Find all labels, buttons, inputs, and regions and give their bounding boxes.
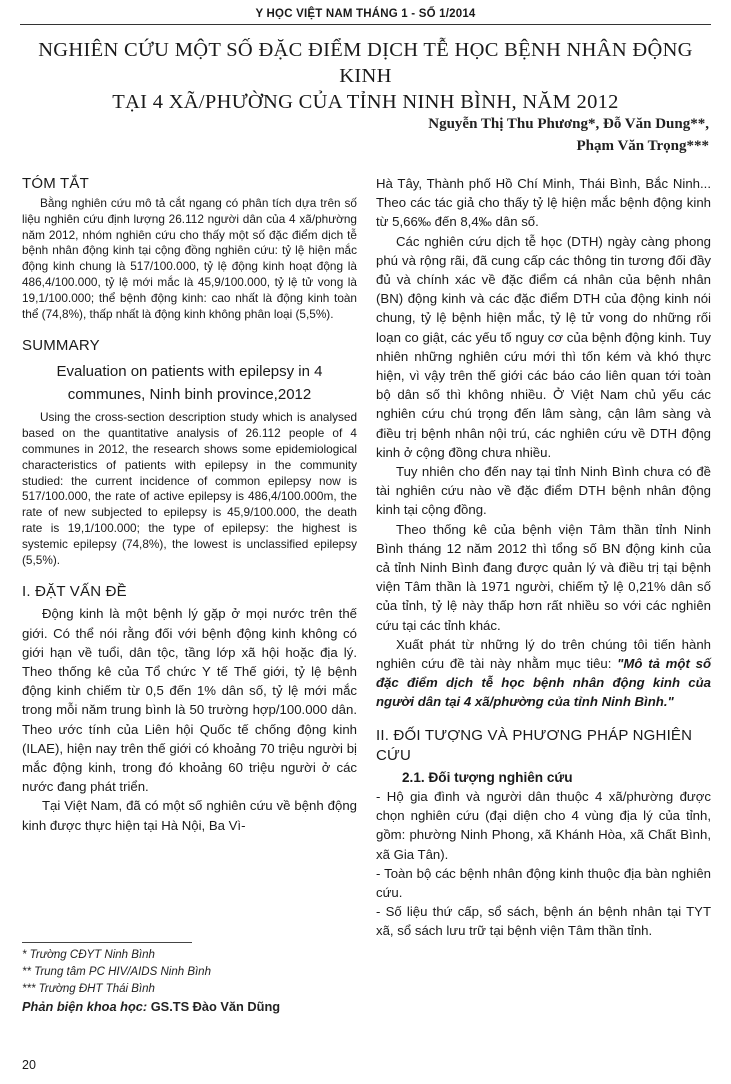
section-1-paragraph-3: Các nghiên cứu dịch tễ học (DTH) ngày càng phong phú và rộng rãi, đã cung cấp các thông tin tương đối đầy đủ và chính xác về đặc điểm cá nhân của bệnh nhân (BN) động kinh và các đặc điểm DTH của động kinh nói chung, tỷ lệ bệnh hiện mắc, tỷ lệ tử vong do những rối loạn co giật, các yếu tố nguy cơ của bệnh động kinh. Tuy nhiên những nghiên cứu mới thì tốn kém và khó thực hiện, vì vậy trên thế giới các báo cáo liên quan tới toàn bộ dân số thì không nhiều. Ở Việt Nam chủ yếu các nghiên cứu chú trọng đến lâm sàng, cận lâm sàng và điều trị bệnh nhân nội trú, các nghiên cứu về DTH động kinh ở cộng đồng chưa nhiều. — [376, 233, 711, 460]
title-line-2: TẠI 4 XÃ/PHƯỜNG CỦA TỈNH NINH BÌNH, NĂM 2012 — [112, 91, 619, 113]
summary-title-line-2: communes, Ninh binh province,2012 — [67, 386, 312, 404]
authors-line-2: Phạm Văn Trọng*** — [576, 138, 709, 154]
footnote-1: * Trường CĐYT Ninh Bình — [22, 949, 155, 961]
section-1-paragraph-6 — [376, 635, 711, 712]
right-column — [376, 174, 711, 941]
reviewer — [22, 998, 357, 1015]
section-2-heading: II. ĐỐI TƯỢNG VÀ PHƯƠNG PHÁP NGHIÊN CỨU — [376, 726, 693, 764]
subject-item-2: - Toàn bộ các bệnh nhân động kinh thuộc địa bàn nghiên cứu. — [376, 865, 711, 900]
page-number: 20 — [22, 1058, 36, 1072]
title-line-1: NGHIÊN CỨU MỘT SỐ ĐẶC ĐIỂM DỊCH TỄ HỌC BỆNH NHÂN ĐỘNG KINH — [38, 39, 693, 87]
section-2-1-heading: 2.1. Đối tượng nghiên cứu — [402, 769, 573, 785]
authors — [289, 113, 709, 157]
left-column — [22, 174, 357, 835]
subject-item-3: - Số liệu thứ cấp, sổ sách, bệnh án bệnh nhân tại TYT xã, sổ sách lưu trữ tại bệnh viện Tâm thần tỉnh. — [376, 904, 711, 939]
article-title — [10, 37, 721, 115]
research-objective: "Mô tả một số đặc điểm dịch tễ học bệnh nhân động kinh của người dân tại 4 xã/phường của tỉnh Ninh Bình." — [376, 656, 712, 710]
subject-item-1: - Hộ gia đình và người dân thuộc 4 xã/phường được chọn nghiên cứu (đại diện cho 4 vùng địa lý của tỉnh, gồm: phường Ninh Phong, xã Khánh Hòa, xã Chất Bình, xã Gia Tân). — [376, 788, 711, 862]
footnote-3: *** Trường ĐHT Thái Bình — [22, 983, 155, 995]
section-1-paragraph-2-continued: Hà Tây, Thành phố Hồ Chí Minh, Thái Bình, Bắc Ninh... Theo các tác giả cho thấy tỷ lệ hiện mắc bệnh động kinh từ 5,66‰ đến 8,4‰ dân số. — [376, 176, 711, 230]
summary-text: Using the cross-section description study which is analysed based on the quantitative analysis of 26.112 people of 4 communes in 2012, the research shows some epidemiological characteristics of patients with epilepsy in the community studied: the current incidence of common epilepsy now is 517/100.000, the rate of active epilepsy is 486,4/100.000m, the rate of new subjected to epilepsy is 45,9/100.000, the death rate is 19,1/100.000; the type of epilepsy: the highest is systemic epilepsy (74,8%), the lowest is unclassified epilepsy (5,5%). — [22, 410, 357, 567]
section-1-paragraph-5: Theo thống kê của bệnh viện Tâm thần tỉnh Ninh Bình tháng 12 năm 2012 thì tổng số BN động kinh của cả tỉnh Ninh Bình đang được quản lý và điều trị tại bệnh viện Tâm thần là 1971 người, chiếm tỷ lệ 0,21% dân số của tỉnh, tỷ lệ này thấp hơn rất nhiều so với các nghiên cứu tại các tỉnh khác. — [376, 521, 711, 633]
footnote-2: ** Trung tâm PC HIV/AIDS Ninh Bình — [22, 966, 211, 978]
reviewer-label: Phản biện khoa học: — [22, 999, 151, 1014]
section-1-paragraph-4: Tuy nhiên cho đến nay tại tỉnh Ninh Bình chưa có đề tài nghiên cứu nào về đặc điểm DTH bệnh nhân động kinh tại cộng đồng. — [376, 464, 711, 518]
running-head: Y HỌC VIỆT NAM THÁNG 1 - SỐ 1/2014 — [20, 8, 711, 25]
tom-tat-text: Bằng nghiên cứu mô tả cắt ngang có phân tích dựa trên số liệu nghiên cứu định lượng 26.112 người dân của 4 xã/phường năm 2012, nhóm nghiên cứu cho thấy một số đặc điểm dịch tễ bệnh nhân động kinh tại cộng đồng nghiên cứu: tỷ lệ hiện mắc động kinh chung là 517/100.000, tỷ lệ động kinh hoạt động là 486,4/100.000, tỷ lệ mới mắc là 45,9/100.000, tỷ lệ tử vong là 19,1/100.000; thể bệnh động kinh: cao nhất là động kinh toàn thể (74,8%), thấp nhất là động kinh không phân loại (5,5%). — [22, 196, 357, 321]
objective-lead: Xuất phát từ những lý do trên chúng tôi tiến hành nghiên cứu đề tài này nhằm mục tiêu: — [376, 636, 711, 672]
reviewer-name: GS.TS Đào Văn Dũng — [150, 999, 281, 1014]
section-1-paragraph-1: Động kinh là một bệnh lý gặp ở mọi nước trên thế giới. Có thể nói rằng đối với bệnh động kinh không có giới hạn về tuổi, dân tộc, tầng lớp xã hội hoặc địa lý. Theo thống kê của Tổ chức Y tế Thế giới, tỷ lệ bệnh động kinh chiếm từ 0,5 đến 1% dân số, tỷ lệ mới mắc trong mỗi năm trung bình là 50 trường hợp/100.000 dân. Theo ước tính của Liên hội Quốc tế chống động kinh (ILAE), hiện nay trên thế giới có khoảng 70 triệu người bị mắc động kinh, trong đó khoảng 60 triệu người ở các nước đang phát triển. — [22, 606, 357, 795]
section-1-paragraph-2: Tại Việt Nam, đã có một số nghiên cứu về bệnh động kinh được thực hiện tại Hà Nội, Ba Vì- — [22, 798, 357, 833]
summary-title — [22, 360, 357, 406]
footnote-rule — [22, 942, 192, 943]
summary-title-line-1: Evaluation on patients with epilepsy in 4 — [56, 363, 323, 381]
summary-heading: SUMMARY — [22, 337, 100, 355]
tom-tat-heading: TÓM TẮT — [22, 175, 89, 192]
authors-line-1: Nguyễn Thị Thu Phương*, Đỗ Văn Dung**, — [428, 116, 709, 132]
section-1-heading: I. ĐẶT VẤN ĐỀ — [22, 583, 127, 601]
footnotes — [22, 947, 357, 1015]
